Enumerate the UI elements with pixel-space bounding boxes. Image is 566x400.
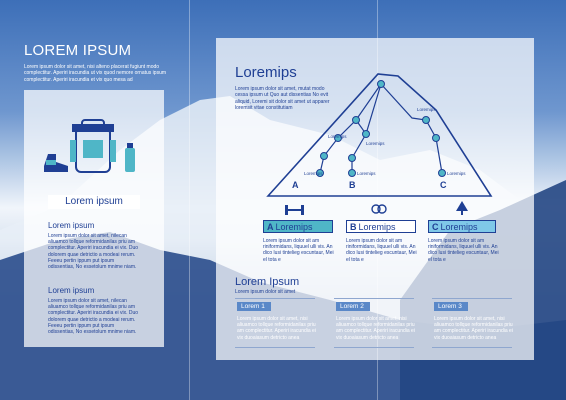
feature-label-b: B Loremips <box>346 220 416 233</box>
right-subtitle: Lorem ipsum dolor sit amet, mutat modo cessa ipsum ut Quo aut dissentias No evit aliquid, Loremi sit dolor sit amet ut apparer loremsit vitae constitutiam <box>235 86 330 112</box>
column-body-1: Lorem ipsum dolor sit amet, nisi aliuamco tollque reformidanilas priu am complectitur. Aperiri iracundia ei vix duoaiasum detricto anea <box>237 316 316 341</box>
route-line-c <box>381 84 442 173</box>
node-label: Loremips <box>304 171 323 176</box>
left-block1-title: Lorem ipsum <box>48 221 95 230</box>
left-title: LOREM IPSUM <box>24 42 132 59</box>
node-summit <box>378 81 385 88</box>
column-bottom-divider-3 <box>432 347 512 348</box>
feature-body-b: Lorem ipsum dolor sit am riniformidans, liquuel ulli vis. An dico lusi tintelieg escuntaur, Mei el tota e <box>346 238 417 263</box>
left-tag: Lorem ipsum <box>48 195 140 209</box>
column-divider-1 <box>235 298 315 299</box>
column-bottom-divider-1 <box>235 347 315 348</box>
node <box>353 117 360 124</box>
left-block1-body: Lorem ipsum dolor sit amet, nilecan aliuamco tollque reformidanilas priu am complectitur. Aperiri iracundia ei vix. Duo dolorem quae detrictio a modeai rerum. Feeeu pertin ippum put ipsum odissentias, No essetolum mnime niam. <box>48 233 139 271</box>
hiking-boot-icon <box>44 154 68 172</box>
left-block2-body: Lorem ipsum dolor sit amet, nilecan aliuamco tollque reformidanilas priu am complectitur. Aperiri iracundia ei vix. Duo dolorem quae detrictio a modeai rerum. Feeeu pertin ippum put ipsum odissentias, No essetolum mnime niam. <box>48 298 139 336</box>
column-tag-3: Lorem 3 <box>434 302 468 311</box>
column-tag-2: Lorem 2 <box>336 302 370 311</box>
column-divider-2 <box>334 298 414 299</box>
section-subtitle: Lorem ipsum dolor sit amet <box>235 289 296 295</box>
node-label: Loremips <box>366 141 385 146</box>
node <box>439 170 446 177</box>
feature-label-c: C Loremips <box>428 220 496 233</box>
column-body-3: Lorem ipsum dolor sit amet, nisi aliuamco tollque reformidanilas priu am complectitur. Aperiri iracundia ei vix duoaiasum detricto anea <box>434 316 513 341</box>
node-label: Loremips <box>357 171 376 176</box>
section-title: Lorem Ipsum <box>235 276 300 288</box>
left-subtitle: Lorem ipsum dolor sit amet, nisi alteno placerat fugiunt modo complectitur. Aperiri iracundia ut vix quod nemore ornatus ipsum complectitur. Aperiri iracundia et vix quo mesa ad <box>24 64 167 83</box>
feature-body-a: Lorem ipsum dolor sit am riniformidans, liquuel ulli vis. An dico lusi tintelieg escuntaur, Mei el tota e <box>263 238 334 263</box>
node <box>433 135 440 142</box>
water-bottle-icon <box>125 143 135 172</box>
column-body-2: Lorem ipsum dolor sit amet, nisi aliuamco tollque reformidanilas priu am complectitur. Aperiri iracundia ei vix duoaiasum detricto anea <box>336 316 415 341</box>
backpack-icon <box>70 120 116 172</box>
node <box>363 131 370 138</box>
node <box>423 117 430 124</box>
route-letter-a: A <box>292 180 299 190</box>
node <box>349 155 356 162</box>
node-label: Loremips <box>417 107 436 112</box>
node-label: Loremips <box>447 171 466 176</box>
mountain-outline <box>268 74 491 196</box>
feature-body-c: Lorem ipsum dolor sit am riniformidans, liquuel ulli vis. An dico lusi tintelieg escuntaur, Mei el tota e <box>428 238 499 263</box>
node <box>349 170 356 177</box>
column-bottom-divider-2 <box>334 347 414 348</box>
route-letter-c: C <box>440 180 447 190</box>
left-block2-title: Lorem ipsum <box>48 286 95 295</box>
left-header <box>24 42 170 83</box>
node <box>321 153 328 160</box>
column-divider-3 <box>432 298 512 299</box>
column-tag-1: Lorem 1 <box>237 302 271 311</box>
node-label: Loremips <box>328 134 347 139</box>
page-fold-left <box>189 0 190 400</box>
right-title: Loremips <box>235 64 297 81</box>
gear-illustration <box>24 90 164 190</box>
feature-label-a: A Loremips <box>263 220 333 233</box>
route-letter-b: B <box>349 180 356 190</box>
mountain-route-diagram <box>216 38 534 208</box>
left-panel <box>24 90 164 347</box>
